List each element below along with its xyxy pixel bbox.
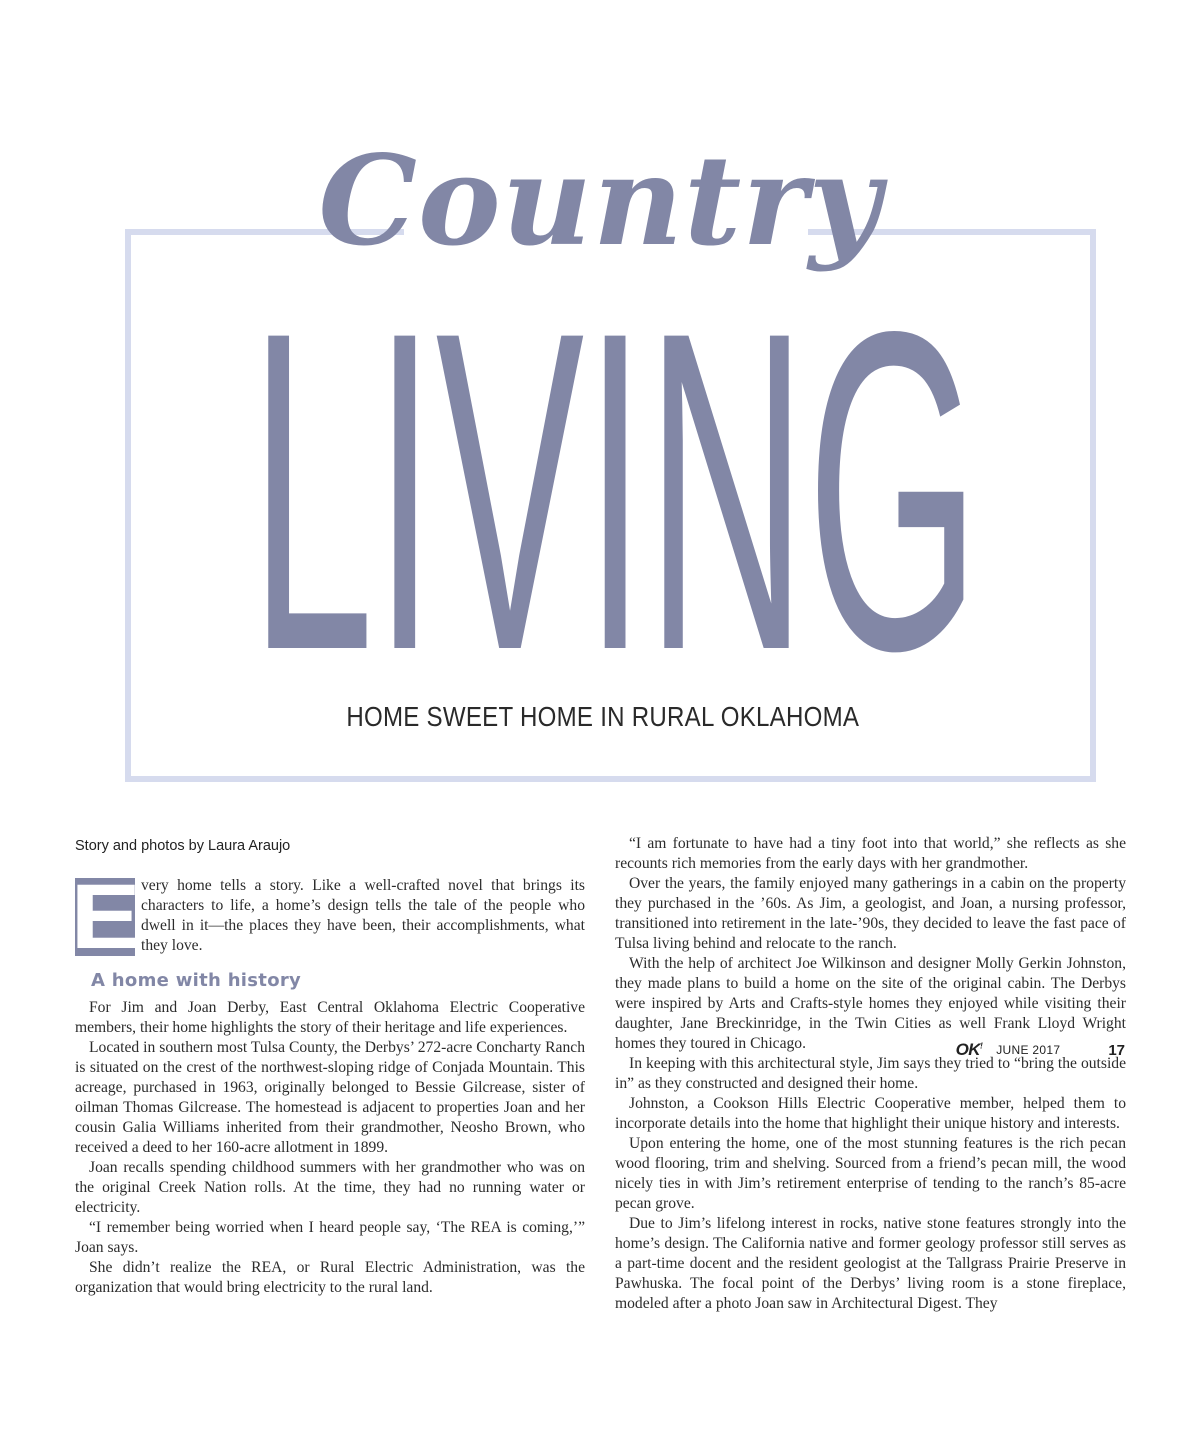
page-footer bbox=[956, 1040, 1125, 1060]
subtitle: HOME SWEET HOME IN RURAL OKLAHOMA bbox=[346, 701, 860, 732]
paragraph: “I am fortunate to have had a tiny foot into that world,” she reflects as she recounts rich memories from the early days with her grandmother. bbox=[615, 835, 1126, 872]
article-column-left bbox=[70, 836, 585, 1298]
article-column-right bbox=[615, 834, 1126, 1314]
main-title-text: LIVING bbox=[250, 238, 980, 745]
script-title: Country bbox=[318, 129, 882, 274]
magazine-logo: OK! bbox=[955, 1040, 983, 1059]
paragraph: “I remember being worried when I heard people say, ‘The REA is coming,’” Joan says. bbox=[75, 1219, 585, 1256]
byline: Story and photos by Laura Araujo bbox=[75, 838, 291, 854]
section-subhead: A home with history bbox=[91, 970, 302, 991]
paragraph: Upon entering the home, one of the most stunning features is the rich pecan wood flooring, trim and shelving. Sourced from a friend’s pecan mill, the wood nicely ties in with Jim’s retirement enterprise of tending to the ranch’s 85-acre pecan grove. bbox=[615, 1135, 1126, 1212]
lead-paragraph: very home tells a story. Like a well-crafted novel that brings its characters to life, a home’s design tells the tale of the people who dwell in it—the places they have been, their accomplishments, what they love. bbox=[141, 877, 585, 954]
paragraph: With the help of architect Joe Wilkinson and designer Molly Gerkin Johnston, they made plans to build a home on the site of the original cabin. The Derbys were inspired by Arts and Crafts-style homes they enjoyed while visiting their daughter, Jane Breckinridge, in the Twin Cities as well Frank Lloyd Wright homes they toured in Chicago. bbox=[615, 955, 1126, 1052]
page-number: 17 bbox=[1108, 1041, 1125, 1059]
issue-date: JUNE 2017 bbox=[996, 1043, 1061, 1057]
paragraph: Joan recalls spending childhood summers with her grandmother who was on the original Creek Nation rolls. At the time, they had no running water or electricity. bbox=[75, 1159, 585, 1216]
paragraph: For Jim and Joan Derby, East Central Oklahoma Electric Cooperative members, their home highlights the story of their heritage and life experiences. bbox=[75, 999, 585, 1036]
paragraph: Due to Jim’s lifelong interest in rocks, native stone features strongly into the home’s design. The California native and former geology professor still serves as a part-time docent and the resident geologist at the Tallgrass Prairie Preserve in Pawhuska. The focal point of the Derbys’ living room is a stone fireplace, modeled after a photo Joan saw in Architectural Digest. They bbox=[615, 1215, 1126, 1312]
paragraph: She didn’t realize the REA, or Rural Electric Administration, was the organization that would bring electricity to the rural land. bbox=[75, 1259, 585, 1296]
paragraph: Johnston, a Cookson Hills Electric Cooperative member, helped them to incorporate details into the home that highlight their unique history and interests. bbox=[615, 1095, 1126, 1132]
paragraph: Located in southern most Tulsa County, the Derbys’ 272-acre Concharty Ranch is situated on the crest of the northwest-sloping ridge of Conjada Mountain. This acreage, purchased in 1963, originally belonged to Bessie Gilcrease, sister of oilman Thomas Gilcrease. The homestead is adjacent to properties Joan and her cousin Galia Williams inherited from their grandmother, Neosho Brown, who received a deed to her 160-acre allotment in 1899. bbox=[75, 1039, 585, 1156]
paragraph: In keeping with this architectural style, Jim says they tried to “bring the outside in” as they constructed and designed their home. bbox=[615, 1055, 1126, 1092]
drop-cap: E bbox=[70, 866, 141, 968]
lead-paragraph-block bbox=[70, 866, 585, 968]
paragraph: Over the years, the family enjoyed many gatherings in a cabin on the property they purchased in the ’60s. As Jim, a geologist, and Joan, a nursing professor, transitioned into retirement in the late-’90s, they decided to leave the fast pace of Tulsa living behind and relocate to the ranch. bbox=[615, 875, 1126, 952]
